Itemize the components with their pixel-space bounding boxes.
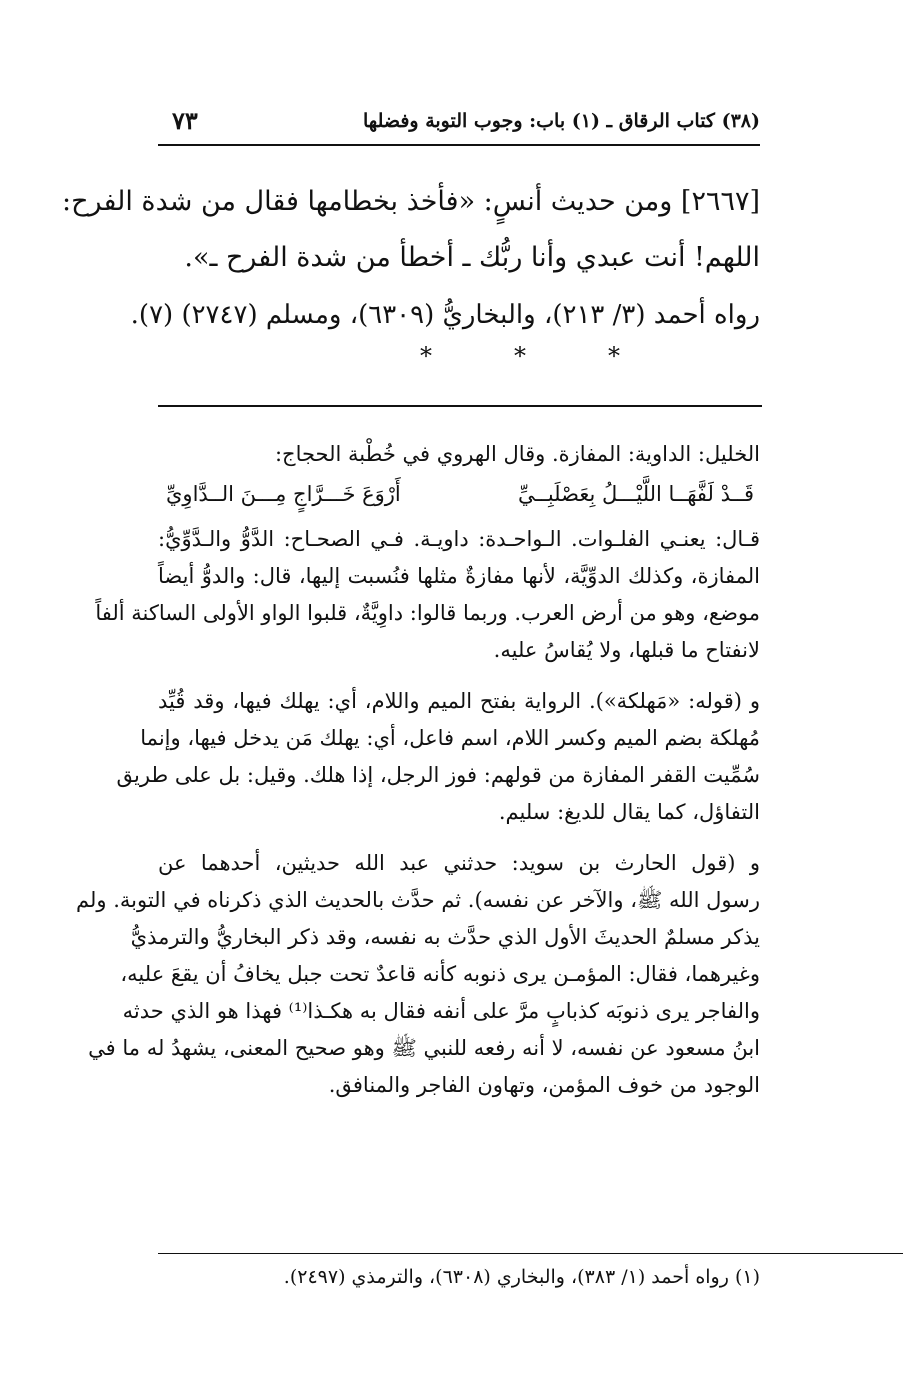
text-line: قـال: يعنـي الفلـوات. الـواحـدة: داويـة. فـي الصحـاح: الدَّوُّ والـدَّوِّيُّ:: [158, 527, 760, 551]
text-line: التفاؤل، كما يقال للديغ: سليم.: [498, 800, 760, 824]
text-line: سُمِّيت القفر المفازة من قولهم: فوز الرجل، إذا هلك. وقيل: بل على طريق: [116, 763, 760, 787]
star-ornament: *: [514, 342, 526, 370]
text-line: موضع، وهو من أرض العرب. وربما قالوا: داوِيَّةٌ، قلبوا الواو الأولى الساكنة ألفاً: [95, 601, 760, 625]
section-separator: [420, 342, 620, 370]
hadith-reference: رواه أحمد (٣/ ٢١٣)، والبخاريُّ (٦٣٠٩)، ومسلم (٢٧٤٧) (٧).: [130, 300, 760, 330]
text-line: و (قول الحارث بن سويد: حدثني عبد الله حديثين، أحدهما عن: [158, 851, 760, 875]
text-line: لانفتاح ما قبلها، ولا يُقاسُ عليه.: [493, 638, 760, 662]
text-line: يذكر مسلمٌ الحديثَ الأول الذي حدَّث به نفسه، وقد ذكر البخاريُّ والترمذيُّ: [130, 925, 760, 949]
header-title: (٣٨) كتاب الرقاق ـ (١) باب: وجوب التوبة وفضلها: [363, 110, 760, 132]
header-rule: [158, 144, 760, 146]
text-line: وغيرهما، فقال: المؤمـن يرى ذنوبه كأنه قاعدٌ تحت جبل يخافُ أن يقعَ عليه،: [120, 962, 760, 986]
text-line: ابنُ مسعود عن نفسه، لا أنه رفعه للنبي ﷺ وهو صحيح المعنى، يشهدُ له ما في: [88, 1036, 760, 1060]
star-ornament: *: [608, 342, 620, 370]
verse-hemistich-second: أَرْوَعَ خَـــرَّاجٍ مِـــنَ الــدَّاوِيِّ: [166, 482, 401, 506]
poetry-verse: [158, 473, 760, 515]
footnote-rule: [158, 1253, 903, 1254]
text-line: والفاجر يرى ذنوبَه كذبابٍ مرَّ على أنفه فقال به هكـذا⁽¹⁾ فهذا هو الذي حدثه: [122, 999, 760, 1023]
commentary-paragraph: [116, 683, 760, 831]
commentary-paragraph: [76, 845, 760, 1104]
verse-hemistich-first: قَــدْ لَفَّهَــا اللَّيْـــلُ بِعَصْلَبِــيِّ: [518, 482, 754, 506]
commentary-divider: [158, 405, 762, 407]
hadith-line: [٢٦٦٧] ومن حديث أنسٍ: «فأخذ بخطامها فقال من شدة الفرح:: [62, 186, 760, 217]
running-header: [158, 96, 760, 140]
footnote: (١) رواه أحمد (١/ ٣٨٣)، والبخاري (٦٣٠٨)، والترمذي (٢٤٩٧).: [283, 1266, 760, 1288]
hadith-block: [62, 174, 760, 344]
text-line: مُهلكة بضم الميم وكسر اللام، اسم فاعل، أي: يهلك مَن يدخل فيها، وإنما: [140, 726, 760, 750]
commentary-block: [76, 436, 760, 1118]
page-number: ٧٣: [172, 106, 198, 135]
text-line: المفازة، وكذلك الدوِّيَّة، لأنها مفازةٌ مثلها فنُسبت إليها، قال: والدوُّ أيضاً: [158, 564, 760, 588]
hadith-line: اللهم! أنت عبدي وأنا ربُّك ـ أخطأ من شدة الفرح ـ».: [184, 242, 760, 273]
text-line: و (قوله: «مَهلكة»). الرواية بفتح الميم واللام، أي: يهلك فيها، وقد قُيِّد: [158, 689, 760, 713]
star-ornament: *: [420, 342, 432, 370]
commentary-paragraph: [95, 521, 760, 669]
text-line: الوجود من خوف المؤمن، وتهاون الفاجر والمنافق.: [328, 1073, 760, 1097]
commentary-intro: الخليل: الداوية: المفازة. وقال الهروي في خُطْبة الحجاج:: [274, 442, 760, 466]
text-line: رسول الله ﷺ، والآخر عن نفسه). ثم حدَّث بالحديث الذي ذكرناه في التوبة. ولم: [76, 888, 760, 912]
